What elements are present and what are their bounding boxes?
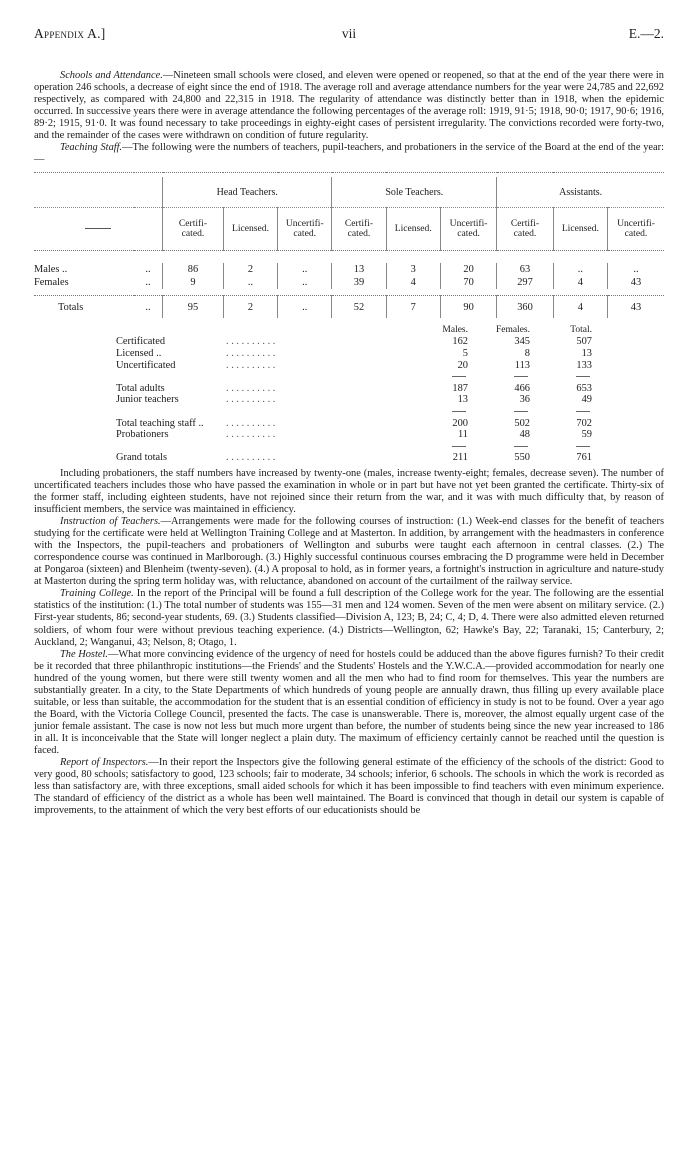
cell: .. bbox=[553, 263, 607, 276]
header-appendix: Appendix A.] bbox=[34, 26, 106, 41]
row-label: Licensed .. bbox=[116, 347, 162, 359]
training-college-text: In the report of the Principal will be found a full description of the College work for the year. The following are the essential statistics of the institution: (1.) The total number of students was 155—31 men and 124 women. Seven of the men were absent on military service. (2.) First-year students, 86; second-year students, 69. (3.) Students classified—Division A, 123; B, 24; C, 4; D, 4. There were also admitted eleven returned soldiers, of whom four were without previous teaching experience. (4.) Districts—Wellington, 62; Hawke's Bay, 22; Taranaki, 15; Canterbury, 2; Auckland, 2; Wanganui, 43; Nelson, 8; Otago, 1. bbox=[34, 588, 664, 648]
cell: 43 bbox=[607, 276, 664, 289]
table-row-totals bbox=[34, 296, 664, 319]
row-label: Uncertificated bbox=[116, 359, 176, 371]
summary-row-licensed bbox=[116, 348, 592, 360]
cell: 7 bbox=[386, 296, 440, 319]
subhead-licensed: Licensed. bbox=[386, 208, 440, 251]
teaching-staff-text: —The following were the numbers of teachers, pupil-teachers, and probationers in the service of the Board at the end of the year:— bbox=[34, 142, 664, 166]
subhead-certificated: Certifi- cated. bbox=[163, 208, 224, 251]
row-label: Certificated bbox=[116, 336, 166, 348]
leader-dots: . . . . . . . . . . bbox=[226, 452, 276, 464]
row-label: Females bbox=[34, 277, 69, 289]
cell: 39 bbox=[332, 276, 386, 289]
col-females: Females. bbox=[495, 324, 530, 335]
leader-dots: . . . . . . . . . . bbox=[226, 429, 276, 441]
cell: 297 bbox=[497, 276, 553, 289]
leader-dots: . . . . . . . . . . bbox=[226, 336, 276, 348]
cell: 36 bbox=[519, 394, 530, 406]
table-row-males bbox=[34, 263, 664, 276]
staff-table-sub-header bbox=[34, 208, 664, 251]
cell: .. bbox=[607, 263, 664, 276]
cell: 360 bbox=[497, 296, 553, 319]
cell: 211 bbox=[452, 452, 468, 464]
leader-dots: . . . . . . . . . . bbox=[226, 347, 276, 359]
cell: 4 bbox=[553, 296, 607, 319]
including-probationers-paragraph: Including probationers, the staff numbers have increased by twenty-one (males, increase twenty-eight; females, decrease seven). The number of uncertificated teachers includes those who have passed the examination in whole or in part but have not yet been granted the certificate. Thirty-six of the former staff, including eighteen students, have not rejoined since their return from the war, and it was with much difficulty that, by reason of insufficient members, the service was maintained in efficiency. bbox=[34, 467, 664, 516]
cell: 345 bbox=[514, 336, 530, 348]
cell: 2 bbox=[223, 296, 277, 319]
row-label: Probationers bbox=[116, 429, 169, 441]
summary-row-probationers bbox=[116, 429, 592, 441]
staff-table-group-header bbox=[34, 177, 664, 208]
training-college-paragraph bbox=[34, 588, 664, 648]
cell: 187 bbox=[452, 382, 468, 394]
summary-row-grand-totals bbox=[116, 452, 592, 464]
cell: 59 bbox=[581, 429, 592, 441]
subhead-uncertificated: Uncertifi- cated. bbox=[278, 208, 332, 251]
summary-table bbox=[116, 324, 592, 464]
summary-row-uncertificated bbox=[116, 360, 592, 372]
cell: 90 bbox=[440, 296, 496, 319]
row-label: Junior teachers bbox=[116, 394, 179, 406]
leader-dots: . . . . . . . . . . bbox=[226, 417, 276, 429]
cell: 8 bbox=[524, 347, 530, 359]
summary-row-total-adults bbox=[116, 383, 592, 395]
cell: .. bbox=[223, 276, 277, 289]
cell: 49 bbox=[581, 394, 592, 406]
cell: 550 bbox=[514, 452, 530, 464]
teaching-staff-paragraph bbox=[34, 142, 664, 166]
page bbox=[34, 26, 664, 817]
staff-table bbox=[34, 172, 664, 318]
cell: 5 bbox=[462, 347, 468, 359]
summary-row-certificated bbox=[116, 336, 592, 348]
cell: 48 bbox=[519, 429, 530, 441]
hostel-paragraph bbox=[34, 649, 664, 757]
totals-label: Totals bbox=[58, 301, 84, 313]
summary-header-row bbox=[116, 324, 592, 336]
cell: 4 bbox=[553, 276, 607, 289]
cell: 43 bbox=[607, 296, 664, 319]
leader-dots: . . . . . . . . . . bbox=[226, 382, 276, 394]
subhead-uncertificated: Uncertifi- cated. bbox=[440, 208, 496, 251]
cell: 113 bbox=[514, 359, 530, 371]
teaching-staff-heading: Teaching Staff. bbox=[60, 142, 123, 154]
schools-attendance-text: —Nineteen small schools were closed, and eleven were opened or reopened, so that at the end of the year there were in operation 246 schools, a decrease of eight since the end of 1918. The average roll and average attendance numbers for the year were 24,785 and 22,692 respectively, as compared with 24,800 and 22,315 in 1918. The regularity of attendance was distinctly better than in 1918, when the epidemic occurred. In successive years there were in average attendance the following percentages of the average roll: 1919, 91·5; 1918, 90·0; 1917, 90·6; 1916, 89·2; 1915, 91·0. It was found necessary to take proceedings in eighty-eight cases of persistent irregularity. The convictions recorded were forty-two, and the remainder of the cases were withdrawn on condition of future regularity. bbox=[34, 70, 664, 142]
hostel-text: —What more convincing evidence of the urgency of need for hostels could be adduced than the above figures furnish? To their credit be it recorded that three philanthropic institutions—the Friends' and the Students' Hostels and the Y.W.C.A.—provided accommodation for nearly one hundred of the young women, but there were still twenty women and all the men who had to find room for themselves. This year the numbers are substantially greater. In a city, to the State Departments of which hundreds of young people are annually drawn, thus filling up every available place suitable, or less than suitable, the accommodation for the student that is an essential condition of efficiency in study is not to be found. Over a year ago the Board, with the Victoria College Council, presented the facts. The case is unanswerable. There is, moreover, the almost equally urgent case of the junior female assistant. The case is now not less but much more urgent than before, the number of students being since the new year increased to 186 in all. It is inconceivable that the State will longer neglect a plain duty. The maximum of efficiency certainly cannot be reached until the question is faced. bbox=[34, 648, 664, 756]
row-dots: .. bbox=[145, 301, 151, 313]
cell: 702 bbox=[576, 417, 592, 429]
cell: 3 bbox=[386, 263, 440, 276]
leader-dots: . . . . . . . . . . bbox=[226, 359, 276, 371]
subhead-licensed: Licensed. bbox=[223, 208, 277, 251]
inspectors-report-paragraph bbox=[34, 757, 664, 817]
cell: 133 bbox=[576, 359, 592, 371]
instruction-text: —Arrangements were made for the following courses of instruction: (1.) Week-end classes for the benefit of teachers studying for the certificate were held at Wellington Training College and at Masterton. In addition, by arrangement with the headmasters in conference with the Inspectors, the pupil-teachers and probationers of Wellington and suburbs were taught each afternoon in central classes. (2.) The correspondence course was continued in Marlborough. (3.) Highly successful continuous courses embracing the D programme were held in December at Pongaroa (sixteen) and Blenheim (twenty-seven). (4.) A proposal to hold, as in former years, a fortnight's instruction in agriculture and nature-study at Masterton during the spring term holiday was, with reluctance, abandoned on account of the curtailment of the railway service. bbox=[34, 516, 664, 588]
schools-attendance-heading: Schools and Attendance. bbox=[60, 70, 163, 81]
group-assistants: Assistants. bbox=[497, 177, 664, 208]
cell: 52 bbox=[332, 296, 386, 319]
row-dots: .. bbox=[145, 277, 151, 289]
cell: 95 bbox=[163, 296, 224, 319]
training-college-heading: Training College. bbox=[60, 588, 134, 600]
cell: .. bbox=[278, 263, 332, 276]
cell: .. bbox=[278, 276, 332, 289]
header-page-number: vii bbox=[341, 26, 357, 41]
cell: 761 bbox=[576, 452, 592, 464]
subhead-certificated: Certifi- cated. bbox=[497, 208, 553, 251]
cell: 653 bbox=[576, 382, 592, 394]
row-dots: .. bbox=[145, 264, 151, 276]
cell: 200 bbox=[452, 417, 468, 429]
cell: 86 bbox=[163, 263, 224, 276]
leader-dots: . . . . . . . . . . bbox=[226, 394, 276, 406]
hostel-heading: The Hostel. bbox=[60, 648, 108, 660]
row-label: Males .. bbox=[34, 264, 68, 276]
table-row-females bbox=[34, 276, 664, 289]
page-header bbox=[34, 26, 664, 46]
cell: 507 bbox=[576, 336, 592, 348]
subhead-uncertificated: Uncertifi- cated. bbox=[607, 208, 664, 251]
cell: 2 bbox=[223, 263, 277, 276]
summary-row-junior-teachers bbox=[116, 394, 592, 406]
row-label: Total adults bbox=[116, 382, 165, 394]
cell: 20 bbox=[440, 263, 496, 276]
inspectors-report-text: —In their report the Inspectors give the following general estimate of the efficiency of the schools of the district: Good to very good, 80 schools; satisfactory to good, 123 schools; fair to moderate, 34 schools; inferior, 6 schools. The schools in which the work is recorded as less than satisfactory are, with three exceptions, small aided schools for which it has been impossible to find teachers with even minimum experience. The standard of efficiency of the district as a whole has been well maintained. The Board is convinced that though in detail our system is capable of improvements, to the attainment of which the very best efforts of our educationists should be bbox=[34, 757, 664, 817]
col-males: Males. bbox=[442, 324, 468, 335]
col-total: Total. bbox=[570, 324, 592, 335]
schools-attendance-paragraph bbox=[34, 70, 664, 142]
instruction-paragraph bbox=[34, 516, 664, 588]
cell: 4 bbox=[386, 276, 440, 289]
group-sole-teachers: Sole Teachers. bbox=[332, 177, 497, 208]
header-report-code: E.—2. bbox=[628, 26, 664, 41]
inspectors-report-heading: Report of Inspectors. bbox=[60, 757, 149, 769]
cell: 466 bbox=[514, 382, 530, 394]
cell: 70 bbox=[440, 276, 496, 289]
subhead-licensed: Licensed. bbox=[553, 208, 607, 251]
cell: 13 bbox=[581, 347, 592, 359]
cell: .. bbox=[278, 296, 332, 319]
cell: 11 bbox=[457, 429, 468, 441]
cell: 63 bbox=[497, 263, 553, 276]
cell: 9 bbox=[163, 276, 224, 289]
summary-row-total-teaching-staff bbox=[116, 418, 592, 430]
cell: 13 bbox=[457, 394, 468, 406]
cell: 502 bbox=[514, 417, 530, 429]
row-label: Total teaching staff .. bbox=[116, 417, 204, 429]
cell: 20 bbox=[457, 359, 468, 371]
subhead-certificated: Certifi- cated. bbox=[332, 208, 386, 251]
cell: 13 bbox=[332, 263, 386, 276]
row-label: Grand totals bbox=[116, 452, 168, 464]
group-head-teachers: Head Teachers. bbox=[163, 177, 332, 208]
cell: 162 bbox=[452, 336, 468, 348]
instruction-heading: Instruction of Teachers. bbox=[60, 516, 161, 528]
